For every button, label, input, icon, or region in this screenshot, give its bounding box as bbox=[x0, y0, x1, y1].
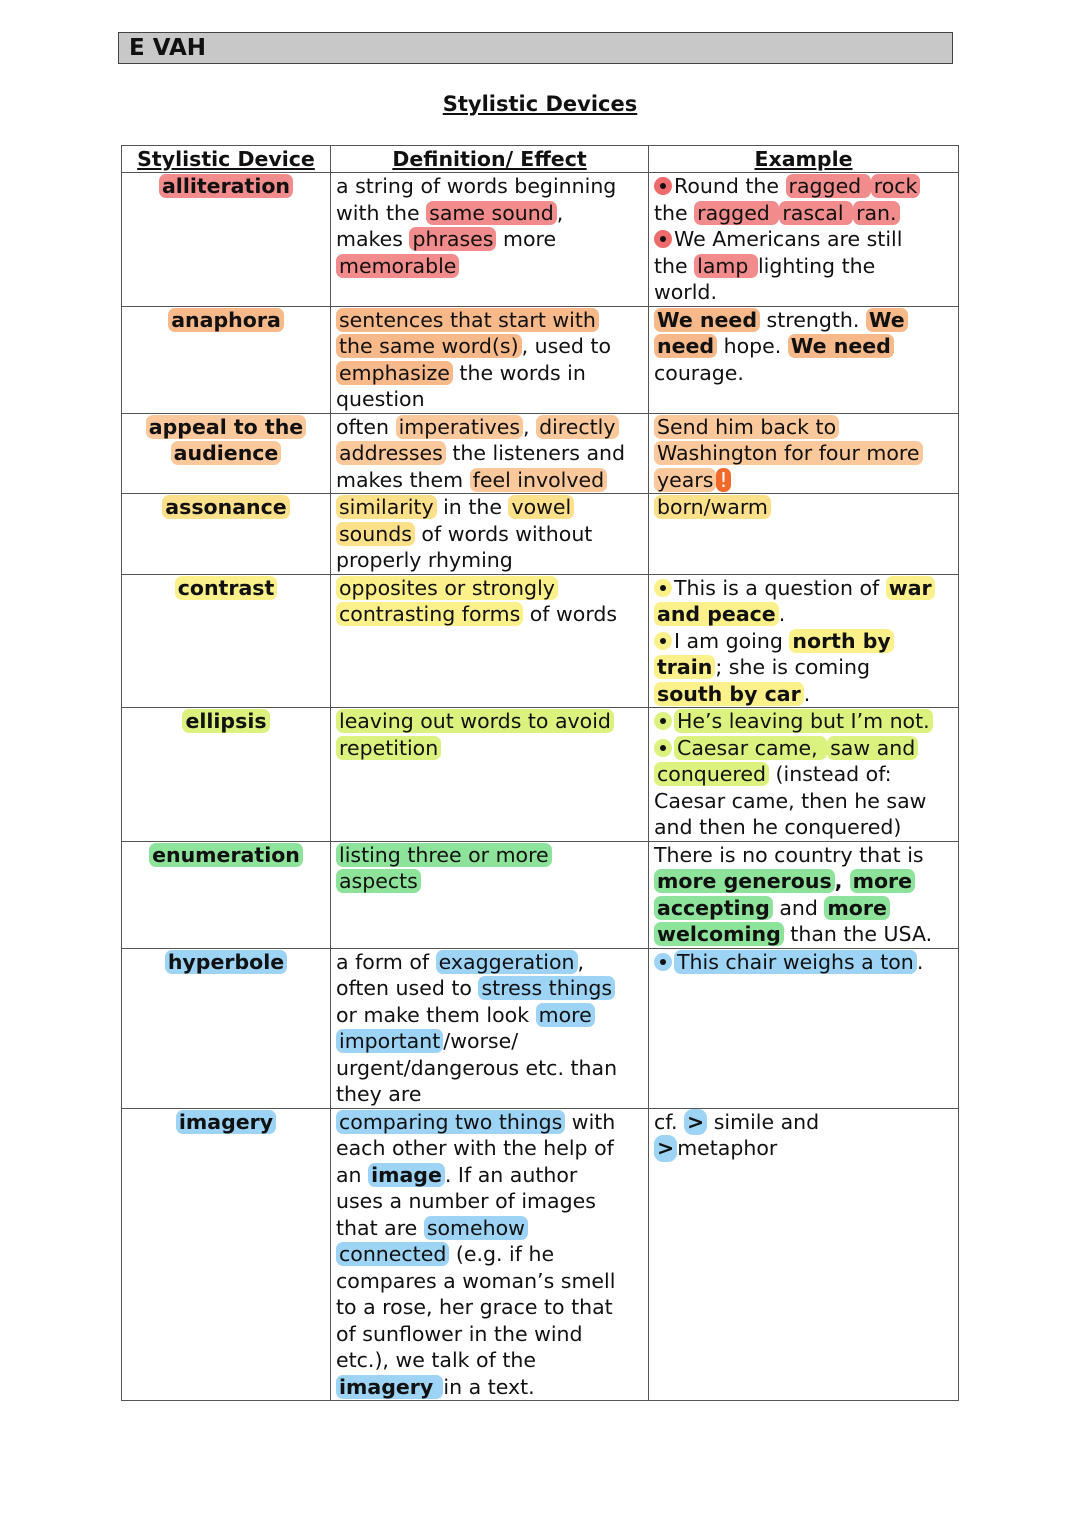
device-cell bbox=[122, 708, 331, 842]
device-name: anaphora bbox=[168, 308, 284, 332]
example-cell: Send him back to Washington for four more years ! bbox=[649, 413, 959, 494]
document-header-bar bbox=[118, 32, 953, 64]
example-cell: This chair weighs a ton . bbox=[649, 948, 959, 1108]
definition-cell: sentences that start with the same word(s) , used to emphasize the words in question bbox=[331, 306, 649, 413]
arrow-right-icon: > bbox=[654, 1135, 677, 1162]
definition-cell: a string of words beginning with the same sound , makes phrases more memorable bbox=[331, 173, 649, 307]
device-cell bbox=[122, 1108, 331, 1401]
stylistic-devices-table bbox=[121, 145, 959, 1401]
bullet-icon bbox=[654, 230, 672, 248]
column-header-example: Example bbox=[649, 146, 959, 173]
table-row-alliteration bbox=[122, 173, 959, 307]
example-cell: born/warm bbox=[649, 494, 959, 575]
table-row-ellipsis bbox=[122, 708, 959, 842]
definition-cell: listing three or more aspects bbox=[331, 841, 649, 948]
table-row-appeal-to-the-audience bbox=[122, 413, 959, 494]
header-label: E VAH bbox=[129, 35, 207, 61]
device-name: alliteration bbox=[159, 174, 293, 198]
table-row-anaphora bbox=[122, 306, 959, 413]
device-name: assonance bbox=[162, 495, 289, 519]
definition-cell: opposites or strongly contrasting forms of words bbox=[331, 574, 649, 708]
device-cell bbox=[122, 413, 331, 494]
bullet-icon bbox=[654, 739, 672, 757]
device-cell bbox=[122, 841, 331, 948]
page-title: Stylistic Devices bbox=[442, 92, 638, 116]
example-cell: cf. > simile and > metaphor bbox=[649, 1108, 959, 1401]
device-cell bbox=[122, 494, 331, 575]
table-row-imagery bbox=[122, 1108, 959, 1401]
device-name: appeal to the audience bbox=[146, 415, 306, 466]
table-row-contrast bbox=[122, 574, 959, 708]
device-name: contrast bbox=[175, 576, 278, 600]
example-cell: This is a question of war and peace . I am going north by train ; she is coming south by car . bbox=[649, 574, 959, 708]
example-cell: He’s leaving but I’m not. Caesar came, saw and conquered (instead of: Caesar came, then he saw and then he conquered) bbox=[649, 708, 959, 842]
column-header-device: Stylistic Device bbox=[122, 146, 331, 173]
table-row-assonance bbox=[122, 494, 959, 575]
device-name: imagery bbox=[176, 1110, 276, 1134]
device-name: enumeration bbox=[149, 843, 303, 867]
arrow-right-icon: > bbox=[684, 1109, 707, 1136]
device-cell bbox=[122, 948, 331, 1108]
definition-cell: similarity in the vowel sounds of words without properly rhyming bbox=[331, 494, 649, 575]
definition-cell: leaving out words to avoid repetition bbox=[331, 708, 649, 842]
bullet-icon bbox=[654, 579, 672, 597]
bullet-icon bbox=[654, 712, 672, 730]
bullet-icon bbox=[654, 177, 672, 195]
device-cell bbox=[122, 306, 331, 413]
definition-cell: comparing two things with each other with the help of an image . If an author uses a number of images that are somehow connected (e.g. if he compares a woman’s smell to a rose, her grace to that of sunflower in the wind etc.), we talk of the imagery in a text. bbox=[331, 1108, 649, 1401]
bullet-icon bbox=[654, 632, 672, 650]
table-header-row bbox=[122, 146, 959, 173]
table-row-hyperbole bbox=[122, 948, 959, 1108]
definition-cell: a form of exaggeration , often used to stress things or make them look more important /worse/ urgent/dangerous etc. than they are bbox=[331, 948, 649, 1108]
bullet-icon bbox=[654, 953, 672, 971]
device-cell bbox=[122, 574, 331, 708]
example-cell: Round the ragged rock the ragged rascal ran. We Americans are still the lamp lighting the world. bbox=[649, 173, 959, 307]
device-cell bbox=[122, 173, 331, 307]
table-row-enumeration bbox=[122, 841, 959, 948]
definition-cell: often imperatives , directly addresses the listeners and makes them feel involved bbox=[331, 413, 649, 494]
example-cell: There is no country that is more generous , more accepting and more welcoming than the USA. bbox=[649, 841, 959, 948]
column-header-definition: Definition/ Effect bbox=[331, 146, 649, 173]
example-cell: We need strength. We need hope. We need courage. bbox=[649, 306, 959, 413]
device-name: hyperbole bbox=[165, 950, 287, 974]
device-name: ellipsis bbox=[182, 709, 269, 733]
